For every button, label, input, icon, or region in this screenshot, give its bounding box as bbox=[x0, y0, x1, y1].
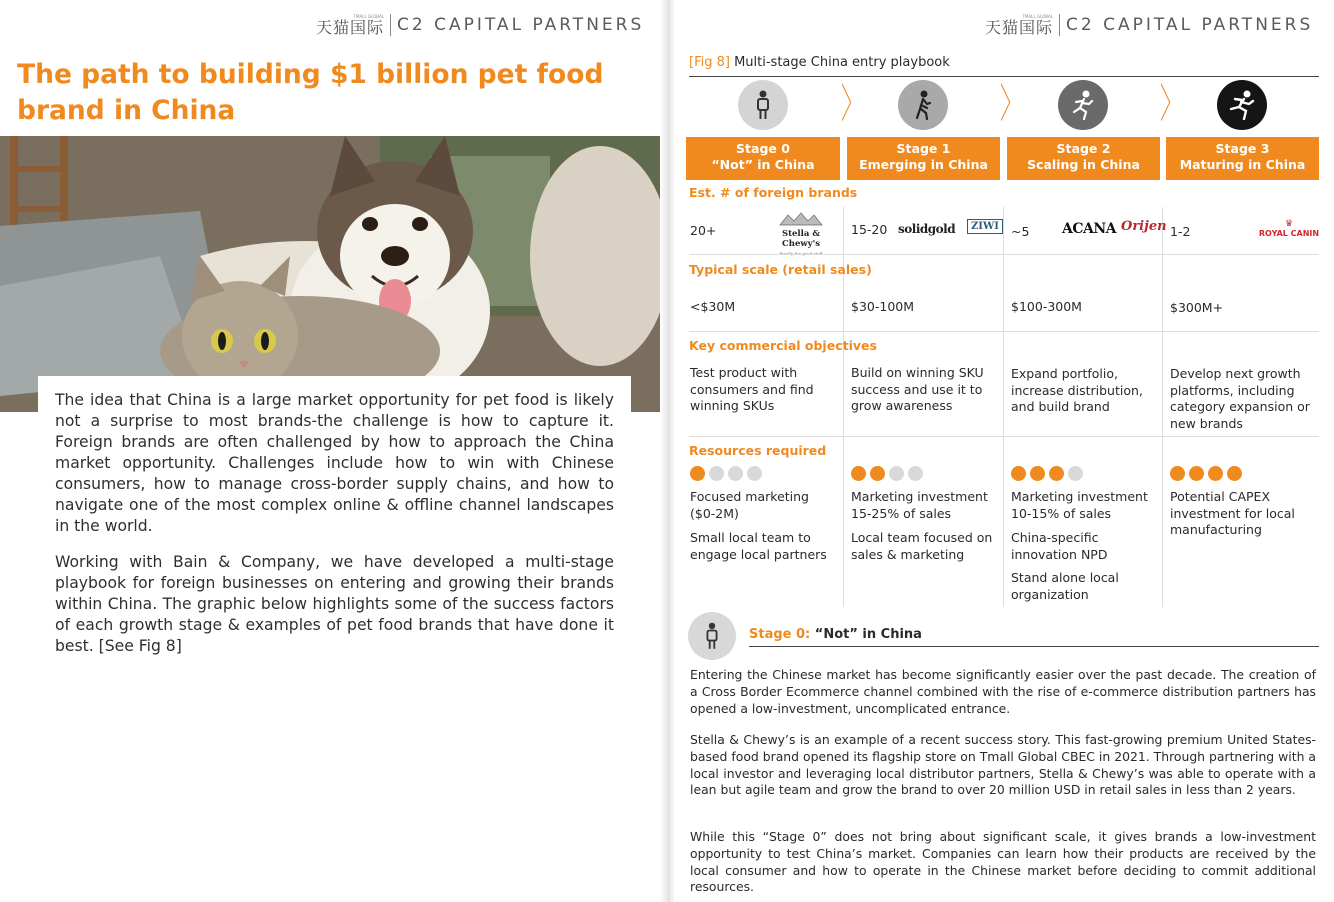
resource-item: Local team focused on sales & marketing bbox=[851, 530, 993, 562]
stage-0-paragraph-1: Entering the Chinese market has become significantly easier over the past decade. The creation of a Cross Border Ecommerce channel combined with the rise of e-commerce distribution partners has opened a low-investment, uncomplicated entrance. bbox=[690, 667, 1316, 716]
tmall-global-logo: TMALL GLOBAL 天猫国际 bbox=[985, 13, 1054, 37]
header-divider bbox=[1059, 14, 1060, 36]
resource-dot-filled bbox=[690, 466, 705, 481]
c2-capital-logo: C2 CAPITAL PARTNERS bbox=[1066, 15, 1314, 35]
sprinting-person-icon bbox=[1217, 80, 1267, 130]
brand-header-left bbox=[316, 14, 644, 36]
resource-item: Potential CAPEX investment for local manufacturing bbox=[1170, 489, 1295, 537]
brand-count: 20+ bbox=[690, 223, 717, 238]
resource-item: Focused marketing ($0-2M) bbox=[690, 489, 809, 521]
brand-count: 15-20 bbox=[851, 222, 888, 237]
resource-dot-filled bbox=[870, 466, 885, 481]
brand-count: 1-2 bbox=[1170, 224, 1191, 239]
resource-item: China-specific innovation NPD bbox=[1011, 530, 1108, 562]
intro-paragraph-1: The idea that China is a large market opportunity for pet food is likely not a surprise to most brands-the challenge is how to capture it. Foreign brands are often challenged by how to approach the China market opportunity. Challenges include how to win with Chinese consumers, how to manage cross-border supply chains, and how to navigate one of the most complex online & offline channel landscapes in the world. bbox=[55, 391, 614, 535]
figure-title-rule bbox=[689, 76, 1319, 77]
page-title: The path to building $1 billion pet food brand in China bbox=[17, 59, 604, 126]
tmall-global-logo: TMALL GLOBAL 天猫国际 bbox=[316, 13, 385, 37]
brand-header-right bbox=[985, 14, 1313, 36]
solid-gold-logo: solidgold bbox=[898, 222, 956, 236]
resource-dot-empty bbox=[728, 466, 743, 481]
standing-person-icon bbox=[688, 612, 736, 660]
resource-item: Marketing investment 15-25% of sales bbox=[851, 489, 988, 521]
section-label-resources: Resources required bbox=[689, 443, 827, 458]
crown-icon: ♛ bbox=[1284, 219, 1294, 229]
stage-2-header: Stage 2 Scaling in China bbox=[1007, 137, 1160, 180]
objective-text: Develop next growth platforms, including category expansion or new brands bbox=[1170, 366, 1310, 431]
resource-level-indicator bbox=[851, 466, 923, 481]
column-divider bbox=[1003, 207, 1004, 607]
running-person-icon bbox=[1058, 80, 1108, 130]
resource-level-indicator bbox=[690, 466, 762, 481]
ziwi-logo: ZIWI bbox=[967, 219, 1003, 234]
scale-value: <$30M bbox=[690, 299, 736, 314]
section-label-objectives: Key commercial objectives bbox=[689, 338, 877, 353]
resource-dot-filled bbox=[1227, 466, 1242, 481]
dog-and-cat-photo bbox=[0, 136, 670, 412]
resource-dot-empty bbox=[1068, 466, 1083, 481]
pet-photo-illustration bbox=[0, 136, 670, 412]
resource-dot-filled bbox=[1030, 466, 1045, 481]
objective-text: Expand portfolio, increase distribution, and build brand bbox=[1011, 366, 1143, 414]
figure-title bbox=[689, 55, 950, 70]
stage-1-header: Stage 1 Emerging in China bbox=[847, 137, 1000, 180]
walking-person-icon bbox=[898, 80, 948, 130]
objective-text: Test product with consumers and find winning SKUs bbox=[690, 365, 814, 413]
row-divider bbox=[689, 331, 1319, 332]
scale-value: $300M+ bbox=[1170, 300, 1224, 315]
scale-value: $100-300M bbox=[1011, 299, 1082, 314]
chevron-right-icon: 〉 bbox=[1160, 81, 1182, 127]
royal-canin-logo: ♛ ROYAL CANIN bbox=[1258, 219, 1320, 238]
header-divider bbox=[390, 14, 391, 36]
stage-0-title-rule bbox=[749, 646, 1319, 647]
resource-item: Small local team to engage local partners bbox=[690, 530, 827, 562]
resource-dot-filled bbox=[851, 466, 866, 481]
intro-paragraph-2: Working with Bain & Company, we have developed a multi-stage playbook for foreign businesses on entering and growing their brands within China. The graphic below highlights some of the success factors of each growth stage & examples of pet food brands that have done it best. [See Fig 8] bbox=[55, 553, 614, 655]
scale-value: $30-100M bbox=[851, 299, 915, 314]
acana-logo: ACANA bbox=[1062, 221, 1117, 237]
orijen-logo: Orijen bbox=[1121, 219, 1167, 234]
standing-person-icon bbox=[738, 80, 788, 130]
section-label-brands: Est. # of foreign brands bbox=[689, 185, 858, 200]
stage-0-paragraph-2: Stella & Chewy’s is an example of a recent success story. This fast-growing premium United States-based food brand opened its flagship store on Tmall Global CBEC in 2021. Through partnering with a local investor and leveraging local distributor partners, Stella & Chewy’s was able to operate with a lean but agile team and grow the brand to over 20 million USD in retail sales in less than 2 years. bbox=[690, 732, 1316, 798]
chevron-right-icon: 〉 bbox=[1000, 81, 1022, 127]
resource-item: Stand alone local organization bbox=[1011, 570, 1119, 602]
resource-dot-filled bbox=[1170, 466, 1185, 481]
stage-3-header: Stage 3 Maturing in China bbox=[1166, 137, 1319, 180]
resource-level-indicator bbox=[1011, 466, 1083, 481]
row-divider bbox=[689, 436, 1319, 437]
intro-text-box bbox=[38, 376, 631, 706]
resource-dot-empty bbox=[908, 466, 923, 481]
column-divider bbox=[1162, 207, 1163, 607]
resource-item: Marketing investment 10-15% of sales bbox=[1011, 489, 1148, 521]
resource-dot-filled bbox=[1011, 466, 1026, 481]
stage-0-paragraph-3: While this “Stage 0” does not bring about significant scale, it gives brands a low-investment opportunity to test China’s market. Companies can learn how their products are received by the local consumer and how to operate in the Chinese market before deciding to commit additional resources. bbox=[690, 829, 1316, 895]
resource-dot-filled bbox=[1208, 466, 1223, 481]
row-divider bbox=[689, 254, 1319, 255]
resource-dot-filled bbox=[1049, 466, 1064, 481]
right-page bbox=[674, 0, 1334, 902]
objective-text: Build on winning SKU success and use it to grow awareness bbox=[851, 365, 984, 413]
stella-chewys-logo: Stella & Chewy's bbox=[763, 212, 839, 259]
resource-level-indicator bbox=[1170, 466, 1242, 481]
section-label-scale: Typical scale (retail sales) bbox=[689, 262, 872, 277]
brand-count: ~5 bbox=[1011, 224, 1030, 239]
c2-capital-logo: C2 CAPITAL PARTNERS bbox=[397, 15, 645, 35]
stage-0-title: Stage 0: “Not” in China bbox=[749, 627, 922, 642]
figure-tag: [Fig 8] bbox=[689, 55, 730, 70]
chevron-right-icon: 〉 bbox=[841, 81, 863, 127]
figure-caption: Multi-stage China entry playbook bbox=[729, 55, 950, 70]
resource-dot-empty bbox=[747, 466, 762, 481]
resource-dot-empty bbox=[889, 466, 904, 481]
resource-dot-filled bbox=[1189, 466, 1204, 481]
resource-dot-empty bbox=[709, 466, 724, 481]
stage-0-header: Stage 0 “Not” in China bbox=[686, 137, 840, 180]
